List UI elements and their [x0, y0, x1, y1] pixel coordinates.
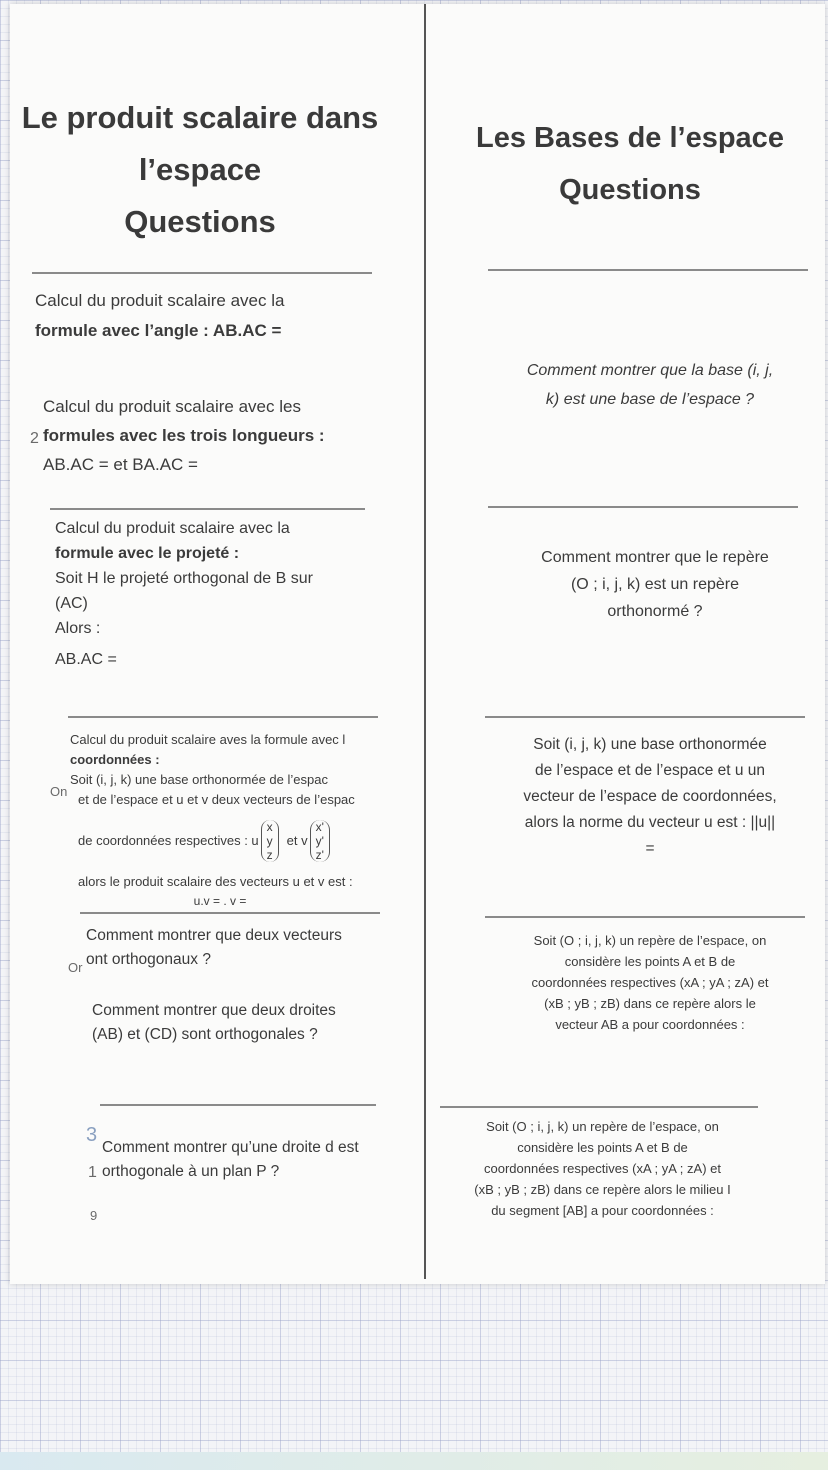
- vector-v-column: [310, 820, 330, 862]
- text-line: Soit (O ; i, j, k) un repère de l’espace, on: [533, 933, 767, 948]
- left-title-line: Le produit scalaire dans: [21, 100, 379, 135]
- text-line: alors le produit scalaire des vecteurs u et v est :: [78, 874, 353, 889]
- left-question-angle: [35, 286, 395, 346]
- left-question-projection: [55, 516, 415, 672]
- text-line: Comment montrer que le repère: [541, 549, 769, 566]
- left-divider-2: [50, 508, 365, 510]
- coord: x': [315, 820, 324, 834]
- text-line: orthogonale à un plan P ?: [102, 1163, 280, 1180]
- coord: y': [315, 834, 324, 848]
- margin-mark: 2: [30, 430, 39, 447]
- text-line: coordonnées respectives (xA ; yA ; zA) et: [483, 1161, 721, 1176]
- margin-mark: 1: [88, 1164, 97, 1181]
- margin-mark: 9: [90, 1208, 98, 1223]
- text-line: vecteur AB a pour coordonnées :: [555, 1017, 745, 1032]
- text-line: vecteur de l’espace de coordonnées,: [523, 788, 777, 805]
- text-line: formule avec le projeté :: [55, 545, 240, 562]
- left-question-orthogonal: [86, 924, 416, 1047]
- right-question-frame: [490, 544, 820, 625]
- text-line: (O ; i, j, k) est un repère: [570, 576, 740, 593]
- right-question-base: [485, 356, 815, 414]
- text-line: =: [645, 840, 655, 857]
- margin-mark: 3: [86, 1124, 98, 1146]
- right-divider-3: [485, 716, 805, 718]
- coord: x: [266, 820, 273, 834]
- text-line: Calcul du produit scalaire aves la formule avec l: [70, 732, 346, 747]
- right-title-line: Les Bases de l’espace: [476, 122, 784, 154]
- text-line: Calcul du produit scalaire avec les: [43, 397, 301, 416]
- coord: z': [315, 848, 324, 862]
- left-divider-4: [80, 912, 380, 914]
- text-line: coordonnées respectives (xA ; yA ; zA) et: [531, 975, 769, 990]
- right-title: [450, 112, 810, 216]
- text-line: de l’espace et de l’espace et u un: [534, 762, 766, 779]
- text-line: formule avec l’angle : AB.AC =: [35, 321, 282, 340]
- text-line: Comment montrer que deux droites: [92, 1002, 336, 1019]
- left-question-coordinates: [70, 730, 405, 911]
- desk-strip: [0, 1452, 828, 1470]
- text-line: orthonormé ?: [607, 603, 703, 620]
- text-line: Soit H le projeté orthogonal de B sur: [55, 570, 313, 587]
- coordinates-row: [70, 820, 405, 862]
- text-line: considère les points A et B de: [517, 1140, 688, 1155]
- vector-u-column: [261, 820, 279, 862]
- right-divider-5: [440, 1106, 758, 1108]
- text-line: Alors :: [55, 620, 101, 637]
- coord: z: [266, 848, 273, 862]
- text-line: AB.AC =: [55, 651, 117, 668]
- text-line: Calcul du produit scalaire avec la: [35, 291, 285, 310]
- left-title-line: Questions: [124, 204, 276, 239]
- text-line: Soit (i, j, k) une base orthonormée de l’espac: [70, 772, 328, 787]
- right-question-vector-coords: [480, 930, 820, 1035]
- text-line: (AB) et (CD) sont orthogonales ?: [92, 1026, 318, 1043]
- center-divider: [424, 4, 426, 1279]
- text-line: Comment montrer que la base (i, j,: [526, 362, 774, 379]
- margin-mark: Or: [68, 960, 83, 975]
- right-divider-1: [488, 269, 808, 271]
- text-line: (xB ; yB ; zB) dans ce repère alors le milieu I: [474, 1182, 731, 1197]
- text-line: k) est une base de l’espace ?: [545, 391, 755, 408]
- text-fragment: de coordonnées respectives : u: [78, 833, 259, 848]
- left-title: [20, 92, 380, 248]
- text-line: u.v = . v =: [193, 894, 247, 908]
- right-question-norm: [485, 732, 815, 862]
- text-line: Soit (i, j, k) une base orthonormée: [533, 736, 767, 753]
- right-divider-2: [488, 506, 798, 508]
- text-line: du segment [AB] a pour coordonnées :: [491, 1203, 714, 1218]
- text-fragment: et v: [286, 833, 308, 848]
- right-divider-4: [485, 916, 805, 918]
- text-line: (AC): [55, 595, 88, 612]
- text-line: considère les points A et B de: [564, 954, 736, 969]
- right-title-line: Questions: [559, 174, 701, 206]
- text-line: et de l’espace et u et v deux vecteurs de l’espac: [78, 792, 355, 807]
- text-line: formules avec les trois longueurs :: [43, 426, 325, 445]
- right-question-midpoint: [430, 1116, 775, 1221]
- left-divider-3: [68, 716, 378, 718]
- left-question-plane: [102, 1136, 422, 1184]
- text-line: Comment montrer que deux vecteurs: [86, 927, 342, 944]
- margin-mark: On: [50, 784, 68, 799]
- text-line: AB.AC = et BA.AC =: [43, 455, 198, 474]
- text-line: ont orthogonaux ?: [86, 951, 211, 968]
- text-line: (xB ; yB ; zB) dans ce repère alors le: [544, 996, 756, 1011]
- text-line: Soit (O ; i, j, k) un repère de l’espace, on: [486, 1119, 719, 1134]
- text-line: Comment montrer qu’une droite d est: [102, 1139, 359, 1156]
- left-divider-5: [100, 1104, 376, 1106]
- coord: y: [266, 834, 273, 848]
- left-question-lengths: [43, 392, 403, 479]
- left-divider-1: [32, 272, 372, 274]
- text-line: alors la norme du vecteur u est : ||u||: [524, 814, 776, 831]
- worksheet-sheet: [10, 4, 825, 1284]
- left-title-line: l’espace: [138, 152, 262, 187]
- text-line: coordonnées :: [70, 752, 160, 767]
- text-line: Calcul du produit scalaire avec la: [55, 520, 290, 537]
